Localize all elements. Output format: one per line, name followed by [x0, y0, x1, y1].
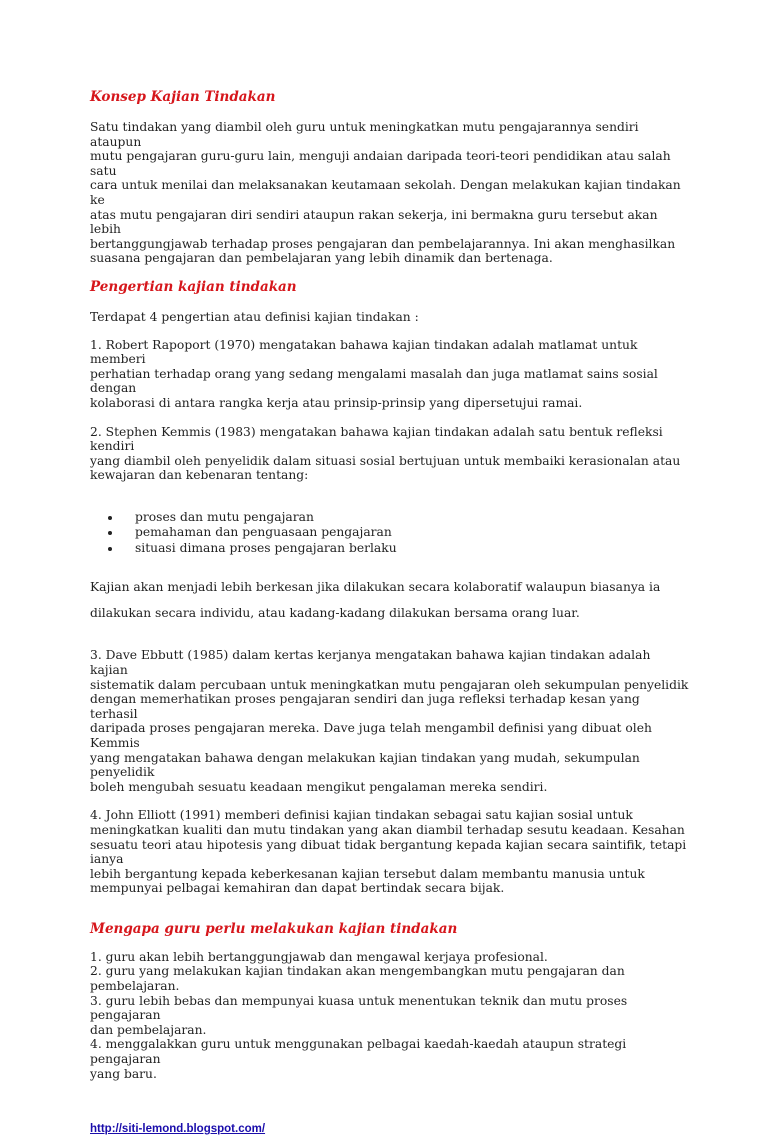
text-line: yang diambil oleh penyelidik dalam situasi sosial bertujuan untuk membaiki kerasionalan atau	[90, 453, 681, 468]
list-item-text: proses dan mutu pengajaran	[135, 509, 314, 524]
source-link[interactable]: http://siti-lemond.blogspot.com/	[90, 1123, 266, 1136]
text-line: sesuatu teori atau hipotesis yang dibuat tidak bergantung kepada kajian secara saintifik, tetapi ianya	[90, 837, 687, 867]
bullet-icon	[108, 531, 112, 535]
text-line: lebih bergantung kepada keberkesanan kajian tersebut dalam membantu manusia untuk	[90, 866, 645, 881]
text-line: perhatian terhadap orang yang sedang mengalami masalah dan juga matlamat sains sosial dengan	[90, 366, 658, 396]
heading-pengertian: Pengertian kajian tindakan	[90, 278, 297, 295]
source-link-row	[90, 1117, 690, 1136]
text-line: kewajaran dan kebenaran tentang:	[90, 468, 309, 483]
bullet-icon	[108, 547, 112, 551]
list-item-text: situasi dimana proses pengajaran berlaku	[135, 540, 397, 555]
paragraph-mengapa	[90, 950, 690, 1081]
text-line: dilakukan secara individu, atau kadang-kadang dilakukan bersama orang luar.	[90, 606, 580, 621]
text-line: sistematik dalam percubaan untuk meningkatkan mutu pengajaran oleh sekumpulan penyelidik	[90, 677, 689, 692]
heading-mengapa: Mengapa guru perlu melakukan kajian tindakan	[90, 920, 458, 937]
text-line: 4. menggalakkan guru untuk menggunakan pelbagai kaedah-kaedah ataupun strategi pengajaran	[90, 1037, 627, 1067]
text-line: suasana pengajaran dan pembelajaran yang lebih dinamik dan bertenaga.	[90, 251, 553, 266]
list-item-text: pemahaman dan penguasaan pengajaran	[135, 525, 392, 540]
paragraph-intro: Terdapat 4 pengertian atau definisi kajian tindakan :	[90, 309, 419, 324]
paragraph-definition-3	[90, 648, 690, 794]
paragraph-definition-4	[90, 808, 690, 896]
document-body	[90, 88, 690, 1136]
bullet-list	[90, 510, 690, 557]
bullet-icon	[108, 516, 112, 520]
text-line: Satu tindakan yang diambil oleh guru untuk meningkatkan mutu pengajarannya sendiri ataupun	[90, 120, 639, 149]
text-line: daripada proses pengajaran mereka. Dave juga telah mengambil definisi yang dibuat oleh Kemmis	[90, 721, 652, 750]
list-item	[108, 525, 690, 541]
text-line: 1. guru akan lebih bertanggungjawab dan mengawal kerjaya profesional.	[90, 949, 548, 964]
text-line: meningkatkan kualiti dan mutu tindakan yang akan diambil terhadap sesutu keadaan. Kesahan	[90, 822, 685, 837]
text-line: 4. John Elliott (1991) memberi definisi kajian tindakan sebagai satu kajian sosial untuk	[90, 808, 633, 823]
text-line: yang baru.	[90, 1066, 157, 1081]
text-line: 2. Stephen Kemmis (1983) mengatakan bahawa kajian tindakan adalah satu bentuk refleksi kendiri	[90, 424, 663, 454]
text-line: bertanggungjawab terhadap proses pengajaran dan pembelajarannya. Ini akan menghasilkan	[90, 236, 676, 251]
text-line: kolaborasi di antara rangka kerja atau prinsip-prinsip yang dipersetujui ramai.	[90, 395, 583, 410]
paragraph-definition-2	[90, 425, 690, 483]
text-line: 3. guru lebih bebas dan mempunyai kuasa untuk menentukan teknik dan mutu proses pengajaran	[90, 993, 628, 1023]
text-line: atas mutu pengajaran diri sendiri ataupun rakan sekerja, ini bermakna guru tersebut akan lebih	[90, 207, 658, 237]
text-line: yang mengatakan bahawa dengan melakukan kajian tindakan yang mudah, sekumpulan penyelidik	[90, 750, 640, 780]
text-line: Kajian akan menjadi lebih berkesan jika dilakukan secara kolaboratif walaupun biasanya ia	[90, 580, 661, 595]
text-line: boleh mengubah sesuatu keadaan mengikut pengalaman mereka sendiri.	[90, 779, 548, 794]
list-item	[108, 510, 690, 526]
text-line: 1. Robert Rapoport (1970) mengatakan bahawa kajian tindakan adalah matlamat untuk memberi	[90, 337, 638, 367]
heading-konsep: Konsep Kajian Tindakan	[90, 89, 276, 105]
paragraph-kolaboratif	[90, 574, 690, 626]
text-line: cara untuk menilai dan melaksanakan keutamaan sekolah. Dengan melakukan kajian tindakan ke	[90, 178, 681, 207]
text-line: mempunyai pelbagai kemahiran dan dapat bertindak secara bijak.	[90, 881, 505, 896]
text-line: 2. guru yang melakukan kajian tindakan akan mengembangkan mutu pengajaran dan pembelajaran.	[90, 964, 625, 994]
text-line: 3. Dave Ebbutt (1985) dalam kertas kerjanya mengatakan bahawa kajian tindakan adalah kajian	[90, 648, 651, 677]
text-line: dan pembelajaran.	[90, 1022, 207, 1037]
list-item	[108, 541, 690, 557]
paragraph-definition-1	[90, 338, 690, 411]
text-line: dengan memerhatikan proses pengajaran sendiri dan juga refleksi terhadap kesan yang terhasil	[90, 692, 640, 721]
paragraph-konsep	[90, 120, 690, 266]
text-line: mutu pengajaran guru-guru lain, menguji andaian daripada teori-teori pendidikan atau salah satu	[90, 149, 671, 178]
